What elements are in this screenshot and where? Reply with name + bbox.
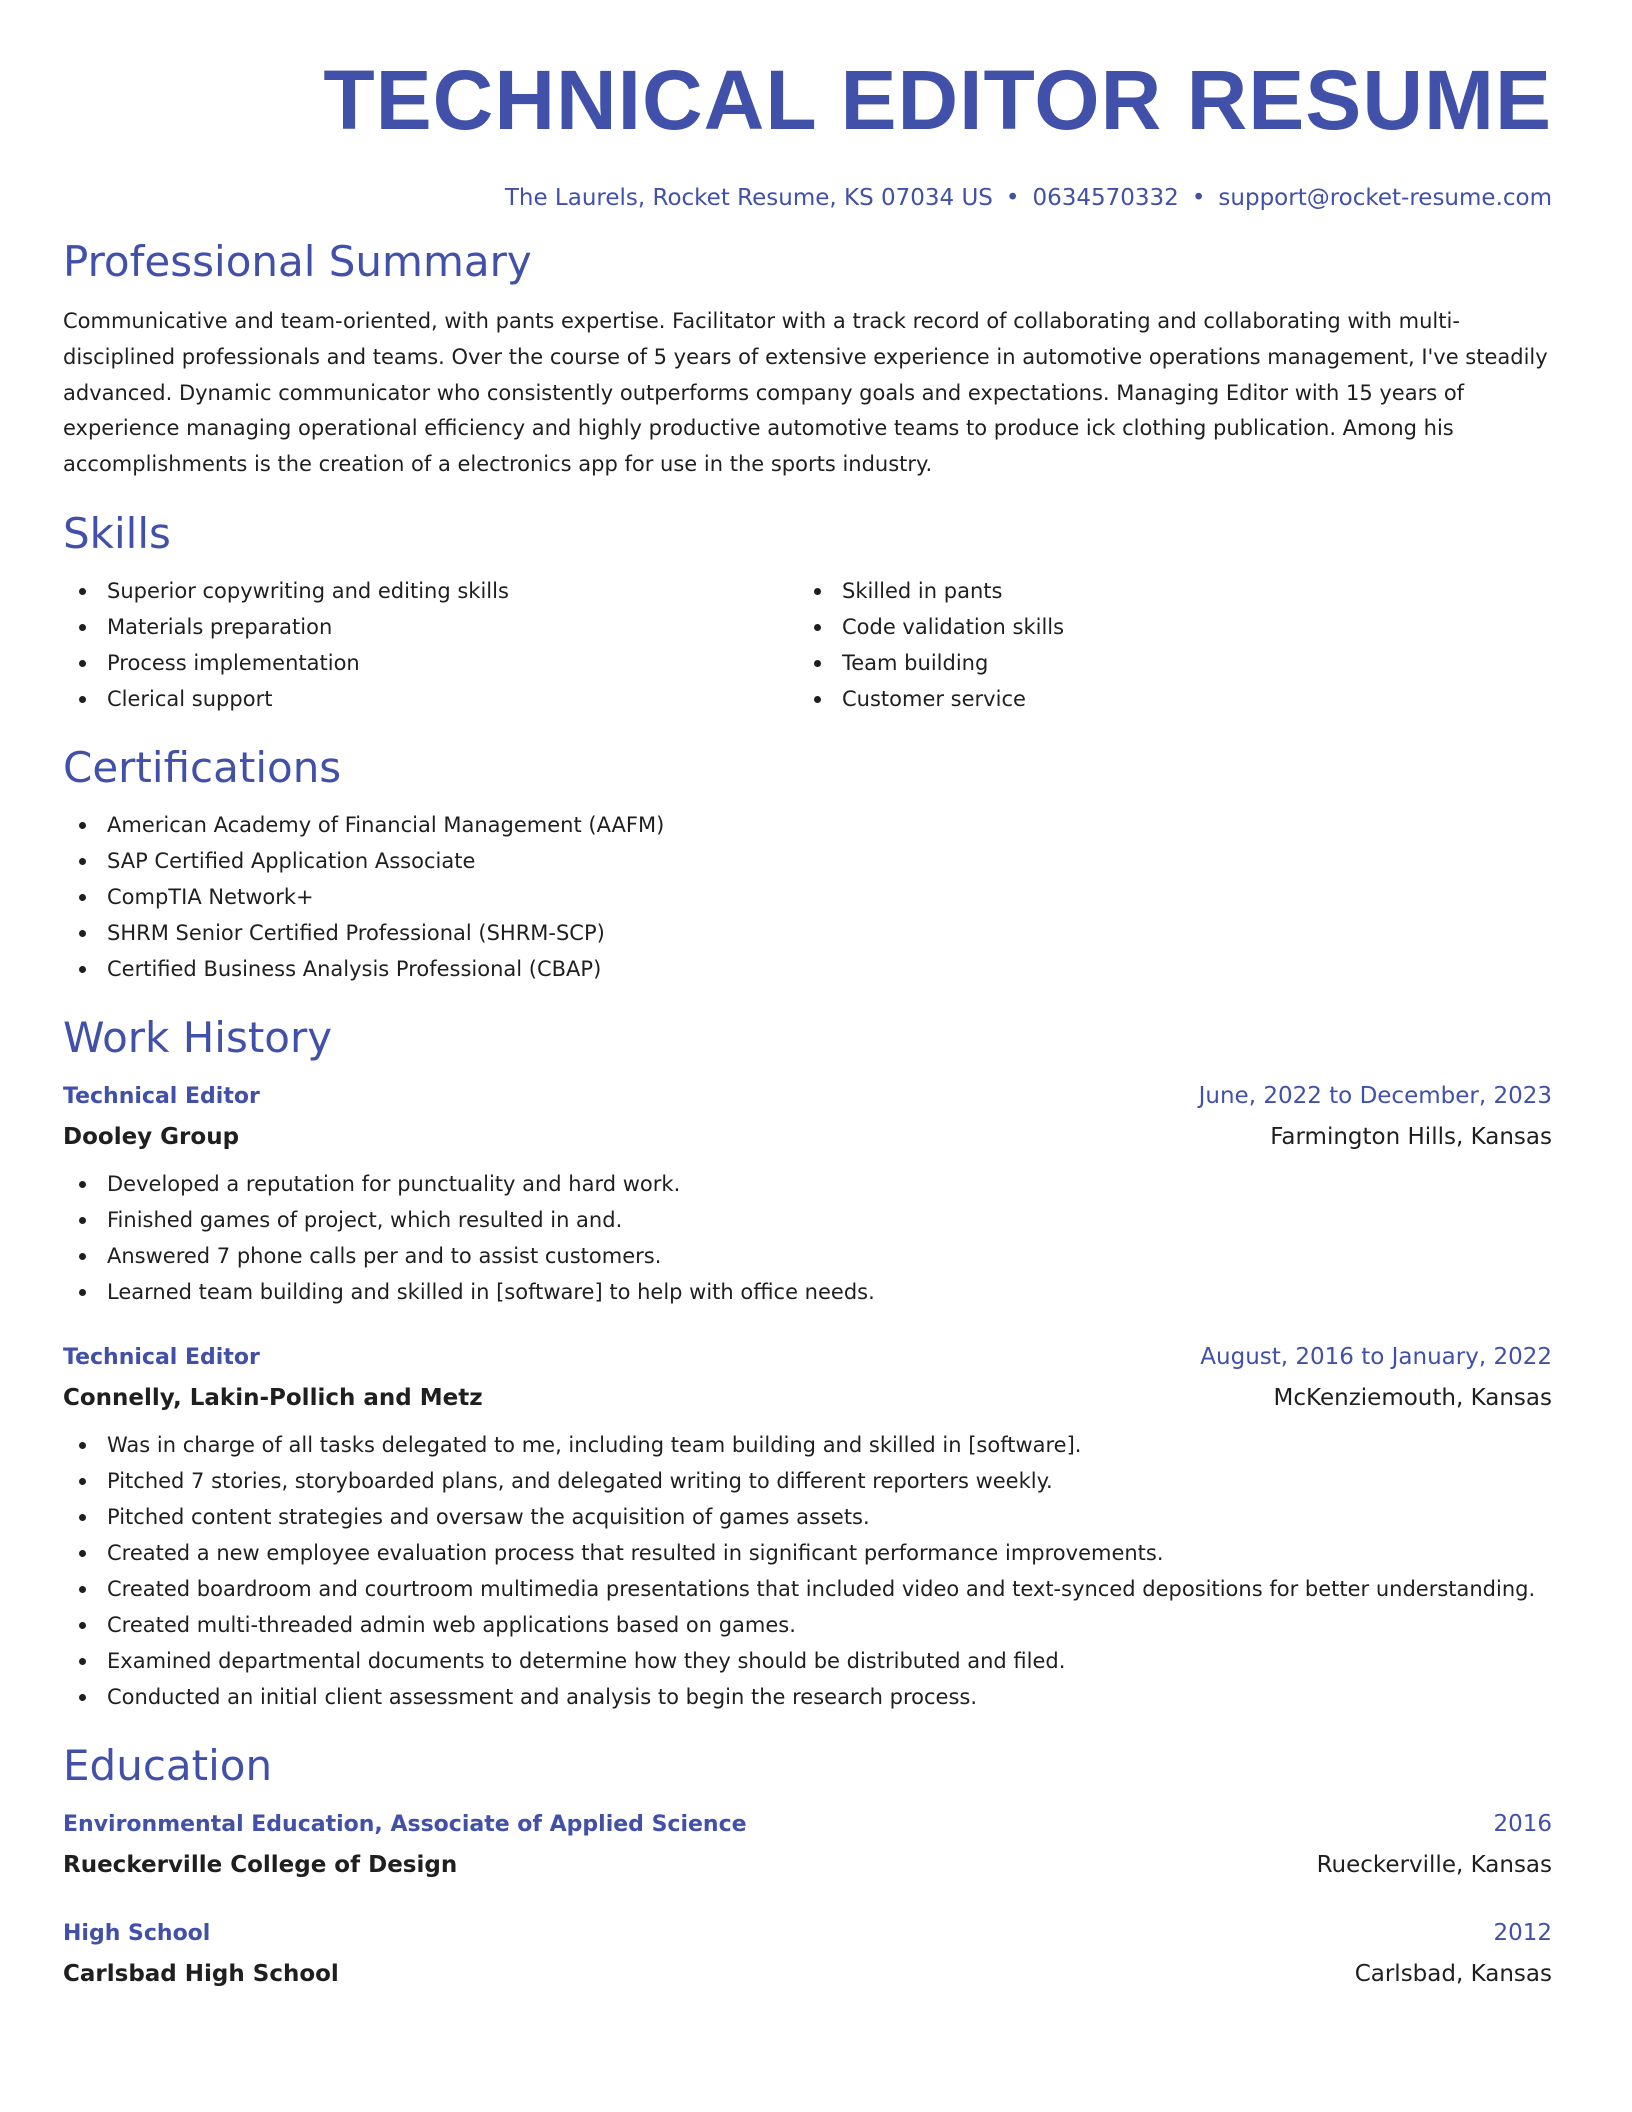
certification-item: CompTIA Network+ — [63, 879, 1552, 915]
education-school: Carlsbad High School — [63, 1960, 339, 1987]
summary-line: accomplishments is the creation of a electronics app for use in the sports industry. — [63, 452, 933, 477]
job-company: Connelly, Lakin-Pollich and Metz — [63, 1384, 483, 1411]
education-school-row — [63, 1953, 1552, 1995]
contact-address: The Laurels, Rocket Resume, KS 07034 US — [504, 185, 993, 211]
resume-title: TECHNICAL EDITOR RESUME — [323, 53, 1552, 147]
job-title: Technical Editor — [63, 1344, 260, 1370]
skill-item: Materials preparation — [63, 609, 798, 645]
skills-columns — [63, 573, 1552, 717]
education-location: Carlsbad, Kansas — [1354, 1960, 1552, 1987]
summary-line: Communicative and team-oriented, with pants expertise. Facilitator with a track record of collaborating and collaborating with multi- — [63, 309, 1460, 333]
certifications-section — [63, 741, 1552, 987]
job-bullet: Developed a reputation for punctuality and hard work. — [63, 1166, 1552, 1202]
job-entry — [63, 1077, 1552, 1310]
education-entry — [63, 1914, 1552, 1995]
education-location: Rueckerville, Kansas — [1316, 1851, 1552, 1878]
job-header-row — [63, 1338, 1552, 1377]
education-year: 2016 — [1493, 1810, 1552, 1837]
resume-header — [63, 0, 1552, 211]
job-company-row — [63, 1377, 1552, 1419]
skill-item: Superior copywriting and editing skills — [63, 573, 798, 609]
education-year: 2012 — [1493, 1919, 1552, 1946]
skill-item: Customer service — [798, 681, 1533, 717]
education-section — [63, 1739, 1552, 1995]
contact-phone: 0634570332 — [1032, 185, 1179, 211]
job-location: Farmington Hills, Kansas — [1270, 1123, 1552, 1150]
skill-item: Clerical support — [63, 681, 798, 717]
job-bullet: Pitched 7 stories, storyboarded plans, and delegated writing to different reporters weekly. — [63, 1463, 1552, 1499]
job-dates: June, 2022 to December, 2023 — [1198, 1082, 1552, 1109]
job-bullet: Created a new employee evaluation process that resulted in significant performance improvements. — [63, 1535, 1552, 1571]
skill-item: Skilled in pants — [798, 573, 1533, 609]
education-degree: High School — [63, 1920, 211, 1946]
job-dates: August, 2016 to January, 2022 — [1200, 1343, 1552, 1370]
job-bullet: Conducted an initial client assessment and analysis to begin the research process. — [63, 1679, 1552, 1715]
skill-item: Team building — [798, 645, 1533, 681]
certifications-list — [63, 807, 1552, 987]
education-header-row — [63, 1805, 1552, 1844]
job-bullet: Learned team building and skilled in [software] to help with office needs. — [63, 1274, 1552, 1310]
education-degree: Environmental Education, Associate of Applied Science — [63, 1811, 747, 1837]
skill-item: Code validation skills — [798, 609, 1533, 645]
skills-section — [63, 507, 1552, 717]
job-bullet: Pitched content strategies and oversaw the acquisition of games assets. — [63, 1499, 1552, 1535]
certification-item: SAP Certified Application Associate — [63, 843, 1552, 879]
job-bullet: Examined departmental documents to determine how they should be distributed and filed. — [63, 1643, 1552, 1679]
separator-dot: • — [1005, 185, 1020, 211]
job-bullets — [63, 1166, 1552, 1310]
job-bullet: Created boardroom and courtroom multimedia presentations that included video and text-synced depositions for better understanding. — [63, 1571, 1552, 1607]
job-bullet: Created multi-threaded admin web applications based on games. — [63, 1607, 1552, 1643]
work-section — [63, 1011, 1552, 1715]
contact-line — [63, 185, 1552, 211]
skills-heading: Skills — [63, 508, 171, 558]
skill-item: Process implementation — [63, 645, 798, 681]
work-heading: Work History — [63, 1012, 333, 1062]
job-title: Technical Editor — [63, 1083, 260, 1109]
education-header-row — [63, 1914, 1552, 1953]
education-entry — [63, 1805, 1552, 1886]
skills-list-right — [798, 573, 1533, 717]
education-school-row — [63, 1844, 1552, 1886]
summary-text — [63, 304, 1552, 483]
summary-heading: Professional Summary — [63, 237, 532, 286]
certification-item: American Academy of Financial Management (AAFM) — [63, 807, 1552, 843]
job-bullet: Finished games of project, which resulted in and. — [63, 1202, 1552, 1238]
job-location: McKenziemouth, Kansas — [1273, 1384, 1552, 1411]
job-bullet: Answered 7 phone calls per and to assist customers. — [63, 1238, 1552, 1274]
certifications-heading: Certifications — [63, 742, 342, 792]
separator-dot: • — [1191, 185, 1206, 211]
job-company-row — [63, 1116, 1552, 1158]
education-heading: Education — [63, 1740, 273, 1790]
job-header-row — [63, 1077, 1552, 1116]
job-bullets — [63, 1427, 1552, 1715]
summary-line: experience managing operational efficiency and highly productive automotive teams to produce ick clothing publication. Among his — [63, 416, 1454, 441]
certification-item: SHRM Senior Certified Professional (SHRM-SCP) — [63, 915, 1552, 951]
job-bullet: Was in charge of all tasks delegated to me, including team building and skilled in [software]. — [63, 1427, 1552, 1463]
summary-section — [63, 235, 1552, 483]
job-company: Dooley Group — [63, 1123, 240, 1150]
contact-email: support@rocket-resume.com — [1218, 185, 1552, 211]
certification-item: Certified Business Analysis Professional (CBAP) — [63, 951, 1552, 987]
skills-list-left — [63, 573, 798, 717]
job-entry — [63, 1338, 1552, 1715]
summary-line: advanced. Dynamic communicator who consistently outperforms company goals and expectations. Managing Editor with 15 years of — [63, 380, 1465, 405]
education-school: Rueckerville College of Design — [63, 1851, 458, 1878]
resume-page — [63, 0, 1552, 1995]
summary-line: disciplined professionals and teams. Over the course of 5 years of extensive experience in automotive operations management, I've steadily — [63, 344, 1548, 369]
